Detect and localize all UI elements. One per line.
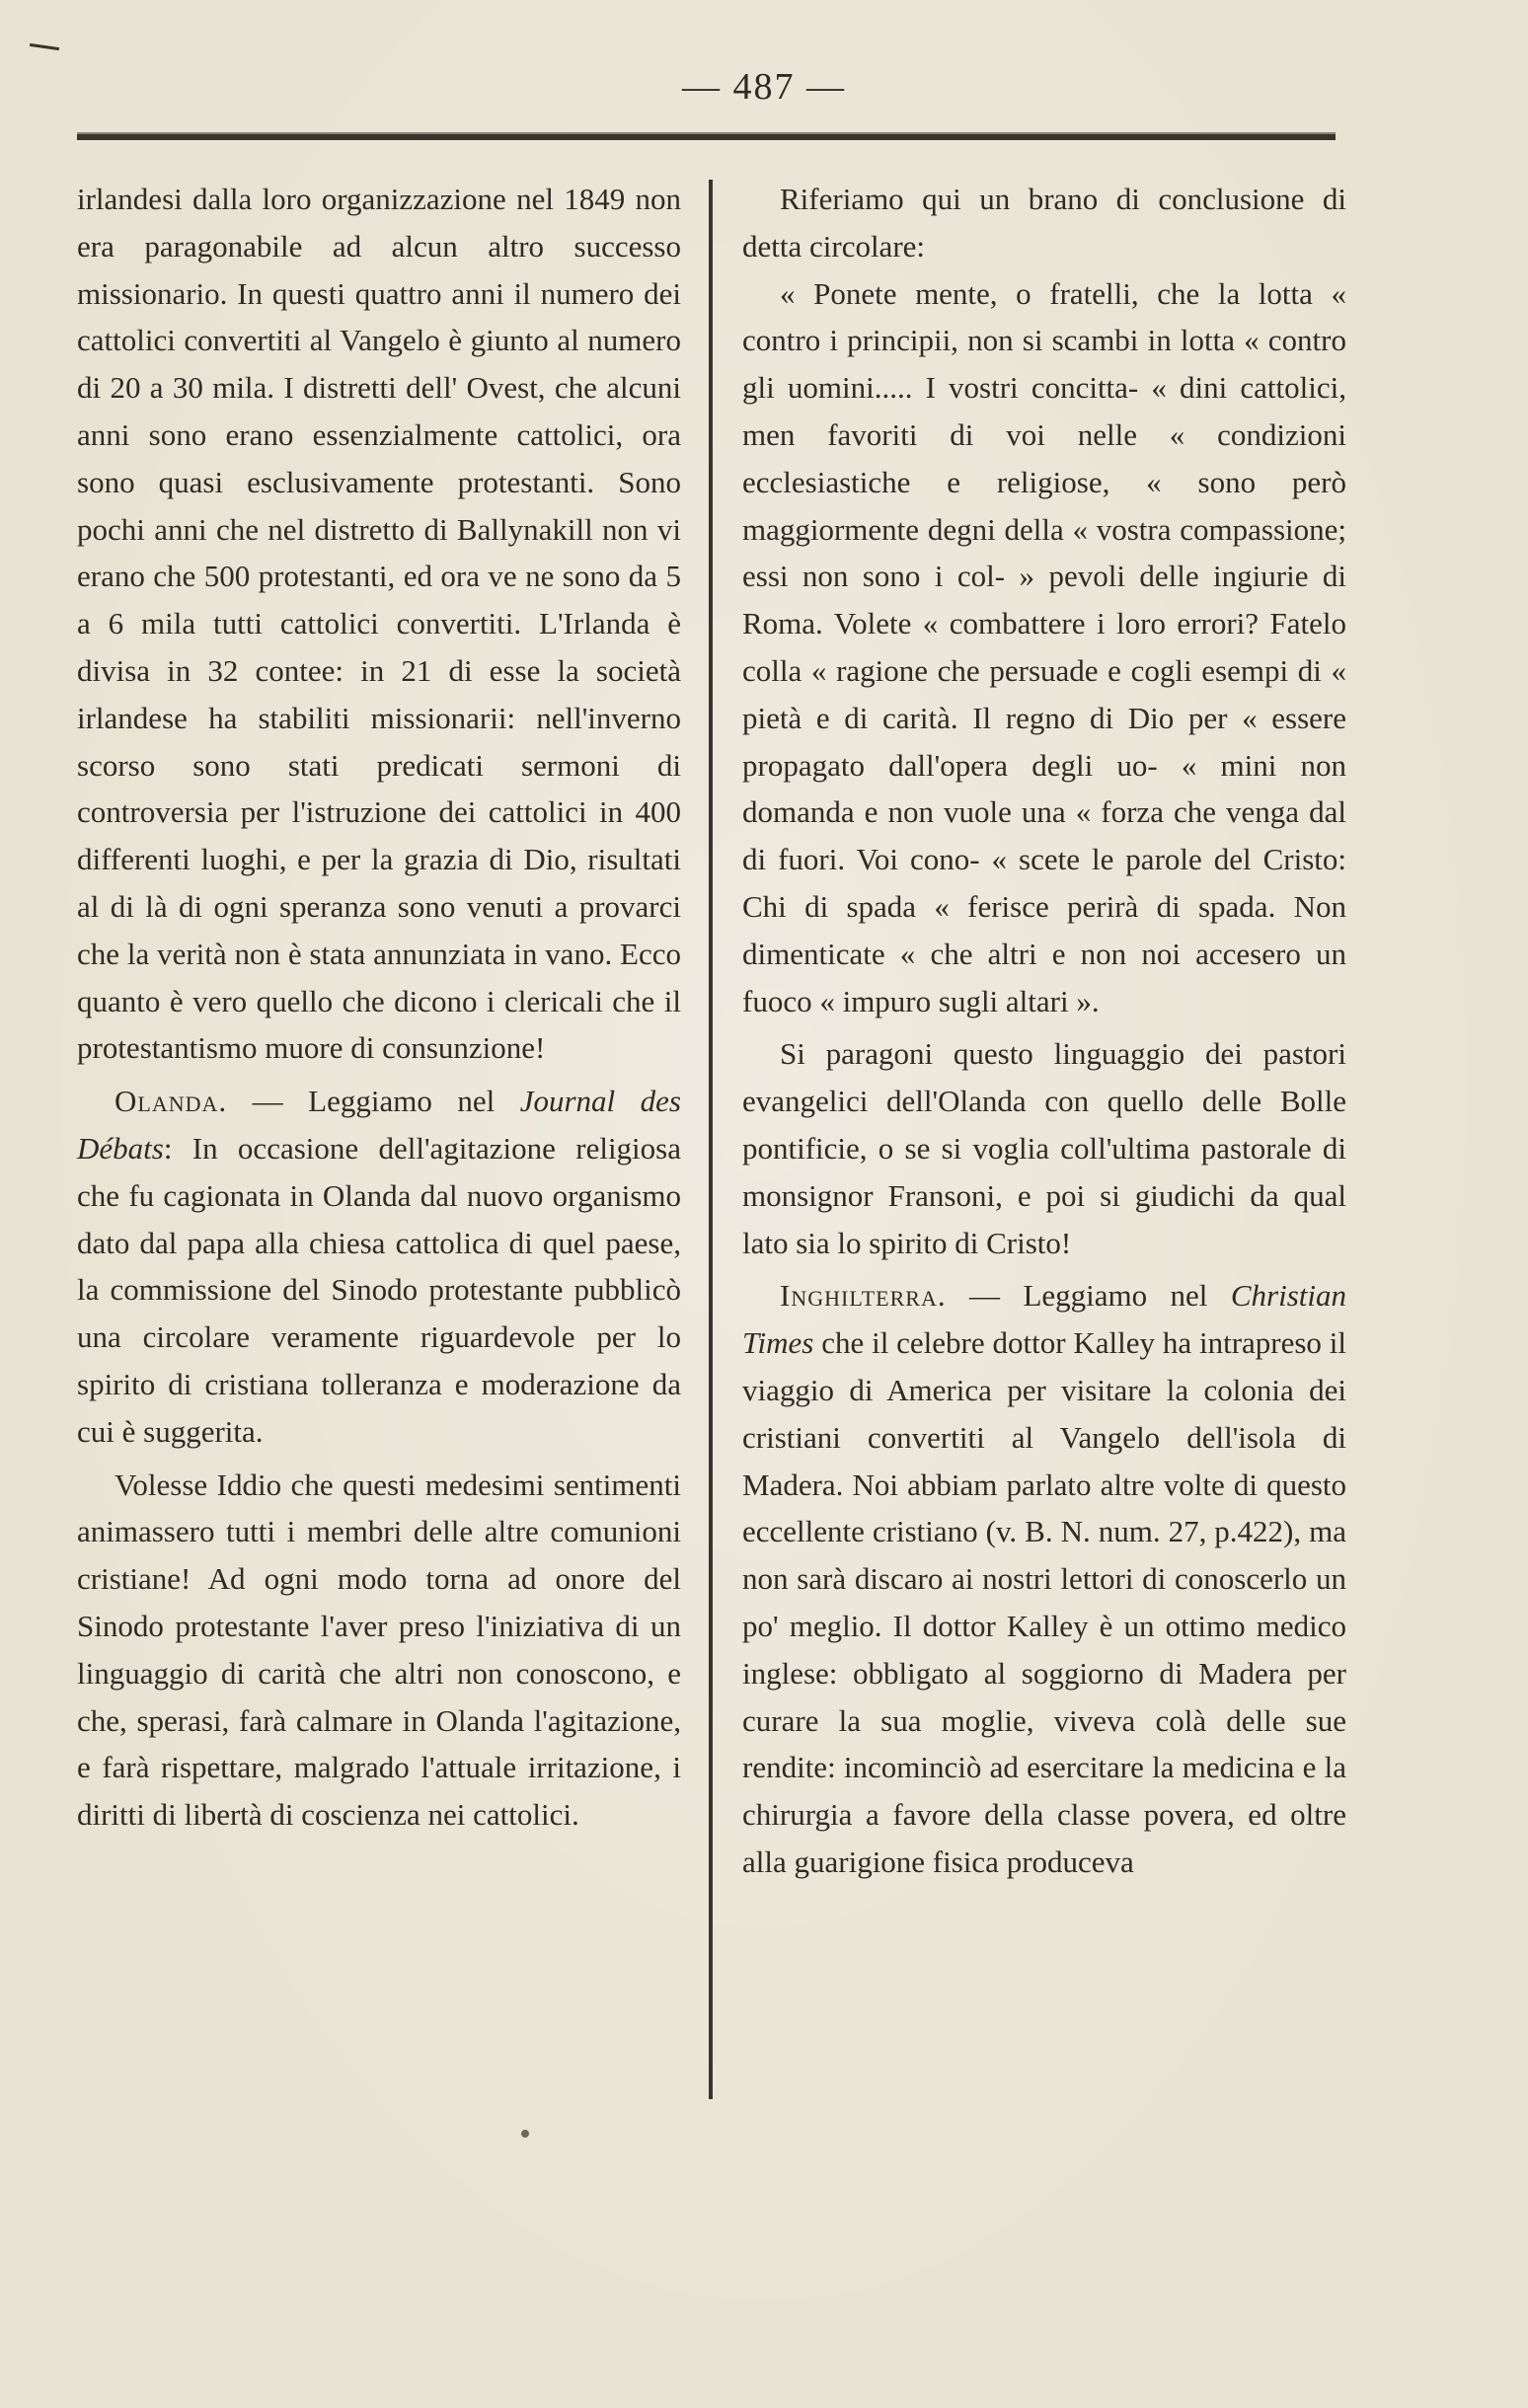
header-rule — [77, 132, 1336, 140]
ink-speck — [521, 2130, 529, 2138]
paragraph-ireland: irlandesi dalla loro organizzazione nel 1849 non era paragonabile ad alcun altro successo missionario. In questi quattro anni il numero dei cattolici convertiti al Vangelo è giunto al numero di 20 a 30 mila. I distretti dell' Ovest, che alcuni anni sono erano essenzialmente cattolici, ora sono quasi esclusivamente protestanti. Sono pochi anni che nel distretto di Ballynakill non vi erano che 500 protestanti, ed ora ve ne sono da 5 a 6 mila tutti cattolici convertiti. L'Irlanda è divisa in 32 contee: in 21 di esse la società irlandese ha stabiliti missionarii: nell'inverno scorso sono stati predicati sermoni di controversia per l'istruzione dei cattolici in 400 differenti luoghi, e per la grazia di Dio, risultati al di là di ogni speranza sono venuti a provarci che la verità non è stata annunziata in vano. Ecco quanto è vero quello che dicono i clericali che il protestantismo muore di consunzione! — [77, 182, 681, 1066]
paragraph-volesse: Volesse Iddio che questi medesimi sentimenti animassero tutti i membri delle altre comunioni cristiane! Ad ogni modo torna ad onore del Sinodo protestante l'aver preso l'iniziativa di un linguaggio di carità che altri non conoscono, e che, sperasi, farà calmare in Olanda l'agitazione, e farà rispettare, malgrado l'attuale irritazione, i diritti di libertà di coscienza nei cattolici. — [77, 1467, 681, 1833]
paragraph-quotation: « Ponete mente, o fratelli, che la lotta « contro i principii, non si scambi in lotta « contro gli uomini..... I vostri concitta- « dini cattolici, men favoriti di voi nelle « condizioni ecclesiastiche e religiose, « sono però maggiormente degni della « vostra compassione; essi non sono i col- » pevoli delle ingiurie di Roma. Volete « combattere i loro errori? Fatelo colla « ragione che persuade e cogli esempi di « pietà e di carità. Il regno di Dio per « essere propagato dall'opera degli uo- « mini non domanda e non vuole una « forza che venga dal di fuori. Voi cono- « scete le parole del Cristo: Chi di spada « ferisce perirà di spada. Non dimenticate « che altri e non noi accesero un fuoco « impuro sugli altari ». — [742, 275, 1346, 1018]
right-column — [742, 176, 1346, 1886]
paragraph-riferiamo: Riferiamo qui un brano di conclusione di detta circolare: — [742, 182, 1346, 263]
paragraph-inghilterra — [742, 1272, 1346, 1885]
paragraph-olanda — [77, 1078, 681, 1455]
paragraph-paragoni: Si paragoni questo linguaggio dei pastori evangelici dell'Olanda con quello delle Bolle pontificie, o se si voglia coll'ultima pastorale di monsignor Fransoni, e poi si giudichi da qual lato sia lo spirito di Cristo! — [742, 1036, 1346, 1260]
section-heading-olanda: Olanda. — [115, 1084, 228, 1119]
olanda-text: : In occasione dell'agitazione religiosa che fu cagionata in Olanda dal nuovo organismo dato dal papa alla chiesa cattolica di quel paese, la commissione del Sinodo protestante pubblicò una circolare veramente riguardevole per lo spirito di cristiana tolleranza e moderazione da cui è suggerita. — [77, 1130, 681, 1449]
column-divider — [709, 180, 713, 2099]
inghilterra-lead: — Leggiamo nel — [946, 1278, 1231, 1314]
ink-mark — [30, 43, 59, 50]
inghilterra-text: che il celebre dottor Kalley ha intrapreso il viaggio di America per visitare la colonia dei cristiani convertiti al Vangelo dell'isola di Madera. Noi abbiam parlato altre volte di questo eccellente cristiano (v. B. N. num. 27, p.422), ma non sarà discaro ai nostri lettori di conoscerlo un po' meglio. Il dottor Kalley è un ottimo medico inglese: obbligato al soggiorno di Madera per curare la sua moglie, viveva colà delle sue rendite: incominciò ad esercitare la medicina e la chirurgia a favore della classe povera, ed oltre alla guarigione fisica produceva — [742, 1325, 1346, 1879]
page-number: — 487 — — [682, 66, 846, 108]
section-heading-inghilterra: Inghilterra. — [780, 1278, 947, 1314]
source-journal-des-debats: Journal des Débats — [77, 1084, 681, 1166]
source-christian-times: Christian Times — [742, 1278, 1346, 1361]
left-column — [77, 176, 681, 1839]
olanda-lead: — Leggiamo nel — [227, 1084, 520, 1119]
